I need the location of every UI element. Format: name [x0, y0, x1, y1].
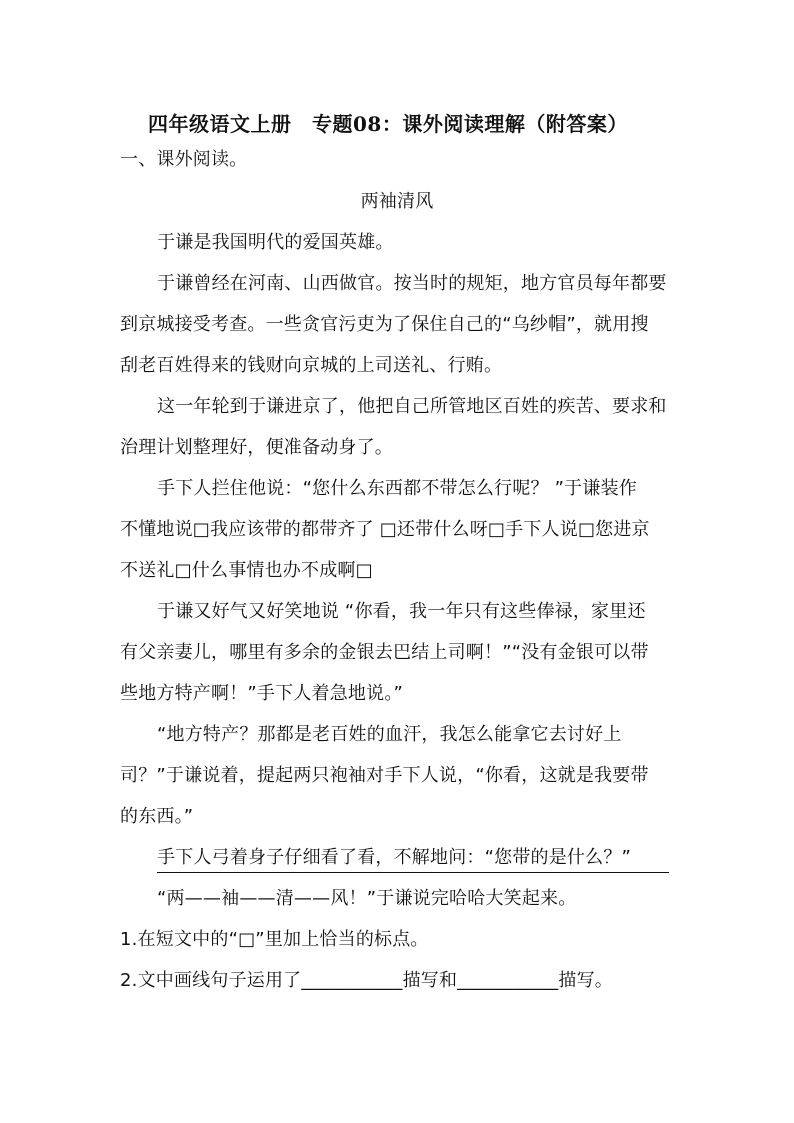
paragraph-line: 些地方特产啊！”手下人着急地说。”: [120, 683, 404, 704]
paragraph-line: 的东西。”: [120, 806, 194, 827]
paragraph-line: 有父亲妻儿，哪里有多余的金银去巴结上司啊！”“没有金银可以带: [120, 642, 649, 663]
paragraph-line: 到京城接受考查。一些贪官污吏为了保住自己的“乌纱帽”，就用搜: [120, 314, 649, 335]
paragraph-line: 于谦是我国明代的爱国英雄。: [157, 232, 394, 253]
paragraph-line: 不送礼□什么事情也办不成啊□: [120, 560, 373, 581]
section-heading: 一、课外阅读。: [120, 149, 248, 170]
paragraph-line: 治理计划整理好，便准备动身了。: [120, 437, 393, 458]
underlined-sentence: 手下人弓着身子仔细看了看，不解地问：“您带的是什么？”: [157, 847, 632, 868]
paragraph-line: “两——袖——清——风！”于谦说完哈哈大笑起来。: [157, 888, 577, 909]
question-2: 2.文中画线句子运用了___________描写和___________描写。: [120, 970, 613, 991]
paragraph-line: 不懂地说□我应该带的都带齐了 □还带什么呀□手下人说□您进京: [120, 519, 650, 540]
paragraph-line: 这一年轮到于谦进京了，他把自己所管地区百姓的疾苦、要求和: [157, 396, 667, 417]
paragraph-line: 于谦又好气又好笑地说 “你看，我一年只有这些俸禄，家里还: [157, 601, 646, 622]
paragraph-line: “地方特产？那都是老百姓的血汗，我怎么能拿它去讨好上: [157, 724, 622, 745]
document-title: 四年级语文上册 专题08：课外阅读理解（附答案）: [148, 112, 628, 136]
question-1: 1.在短文中的“□”里加上恰当的标点。: [120, 929, 429, 950]
passage-title: 两袖清风: [360, 191, 434, 212]
paragraph-line: 司？”于谦说着，提起两只袍袖对手下人说，“你看，这就是我要带: [120, 765, 649, 786]
paragraph-line: 刮老百姓得来的钱财向京城的上司送礼、行贿。: [120, 355, 503, 376]
paragraph-line: 手下人拦住他说：“您什么东西都不带怎么行呢？ ”于谦装作: [157, 478, 637, 499]
paragraph-line: 于谦曾经在河南、山西做官。按当时的规矩，地方官员每年都要: [157, 273, 667, 294]
sentence-underline: [157, 872, 669, 873]
